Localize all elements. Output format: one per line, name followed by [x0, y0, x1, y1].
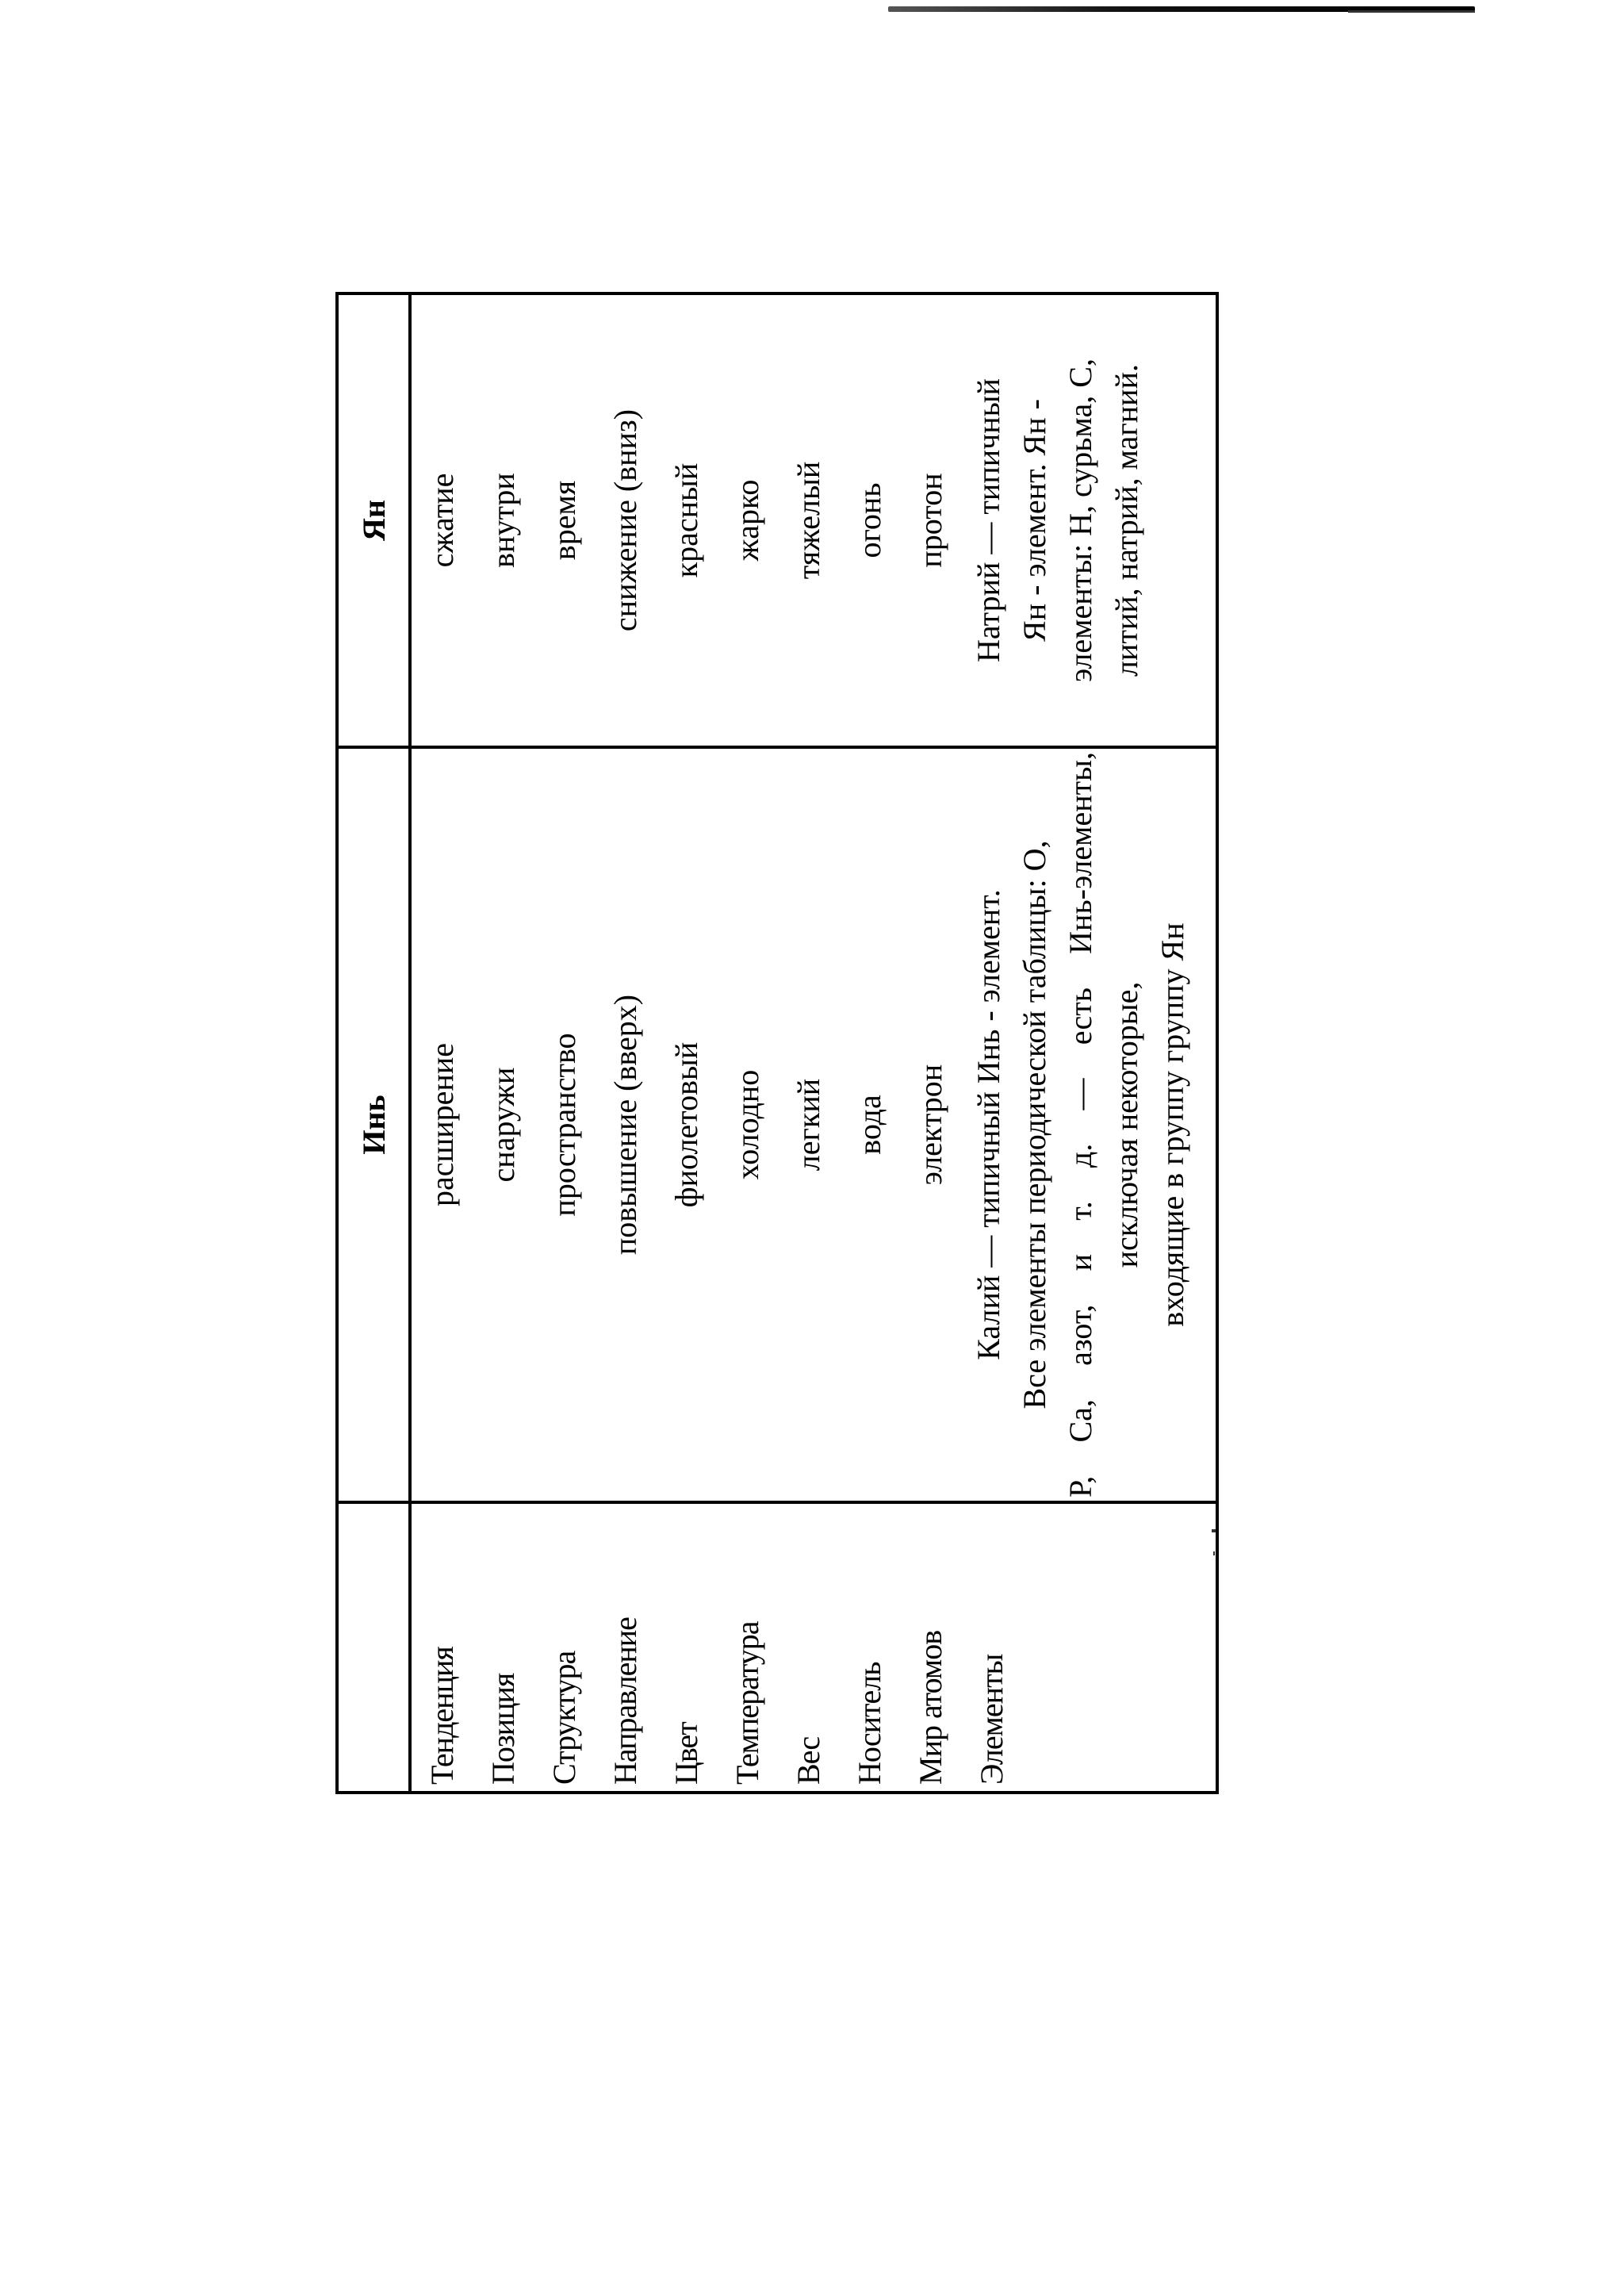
header-empty-cell: [337, 1502, 410, 1793]
yin-value: пространство: [546, 1033, 582, 1217]
yin-elements-line: входящие в группу группу Ян: [1155, 922, 1190, 1327]
table-header-row: [337, 293, 410, 1793]
yang-elements-line: Натрий — типичный: [971, 378, 1006, 662]
row-label: Направление: [607, 1617, 643, 1785]
yin-value: холодно: [730, 1069, 765, 1180]
row-label: Позиция: [485, 1673, 521, 1785]
yang-value: внутри: [485, 473, 521, 568]
header-yin: Инь: [337, 747, 410, 1502]
table-body-row: [410, 293, 1217, 1793]
row-label-elements: Элементы: [974, 1654, 1009, 1785]
yin-elements-text: [966, 749, 1196, 1501]
yang-elements-line: элементы: Н, сурьма, С,: [1063, 359, 1098, 682]
yin-value: легкий: [791, 1078, 826, 1172]
row-label: Цвет: [668, 1722, 704, 1785]
yang-value: тяжелый: [791, 461, 826, 580]
row-label: Структура: [546, 1651, 582, 1785]
yin-value: снаружи: [485, 1067, 521, 1183]
yin-elements-line: Все элементы периодической таблицы: О,: [1017, 840, 1052, 1409]
yin-value: фиолетовый: [668, 1041, 704, 1208]
scan-edge-artifact: [888, 6, 1475, 12]
yin-column: [410, 747, 1217, 1502]
yang-value: огонь: [852, 482, 887, 558]
yin-yang-table: [335, 292, 1219, 1794]
header-yang: Ян: [337, 293, 410, 747]
yin-value: повышение (вверх): [607, 994, 643, 1256]
yin-elements-line: Р, Са, азот, и т. д. — есть Инь-элементы,: [1063, 752, 1098, 1498]
yang-elements-line: литий, натрий, магний.: [1109, 364, 1144, 677]
yin-value: электрон: [913, 1064, 948, 1186]
yin-elements-line: Калий — типичный Инь - элемент.: [971, 889, 1006, 1360]
rotated-table-container: [335, 295, 1216, 1794]
yang-elements-line: Ян - элемент. Ян -: [1017, 399, 1052, 642]
yin-elements-line: исключая некоторые,: [1109, 981, 1144, 1268]
yang-value: красный: [668, 462, 704, 578]
row-label: Вес: [791, 1736, 826, 1785]
yang-value: снижение (вниз): [607, 408, 643, 632]
row-labels-column: [410, 1502, 1217, 1793]
yang-value: время: [546, 480, 582, 561]
yin-value: расширение: [424, 1042, 460, 1207]
yang-value: протон: [913, 473, 948, 568]
row-label: Тенденция: [424, 1647, 460, 1785]
row-label: Мир атомов: [913, 1630, 948, 1785]
row-label: Носитель: [852, 1662, 887, 1785]
row-label: Температура: [730, 1621, 765, 1785]
yang-elements-text: [966, 295, 1150, 746]
yang-value: жарко: [730, 479, 765, 562]
yang-value: сжатие: [424, 473, 460, 568]
yin-value: вода: [852, 1095, 887, 1155]
yang-column: [410, 293, 1217, 747]
